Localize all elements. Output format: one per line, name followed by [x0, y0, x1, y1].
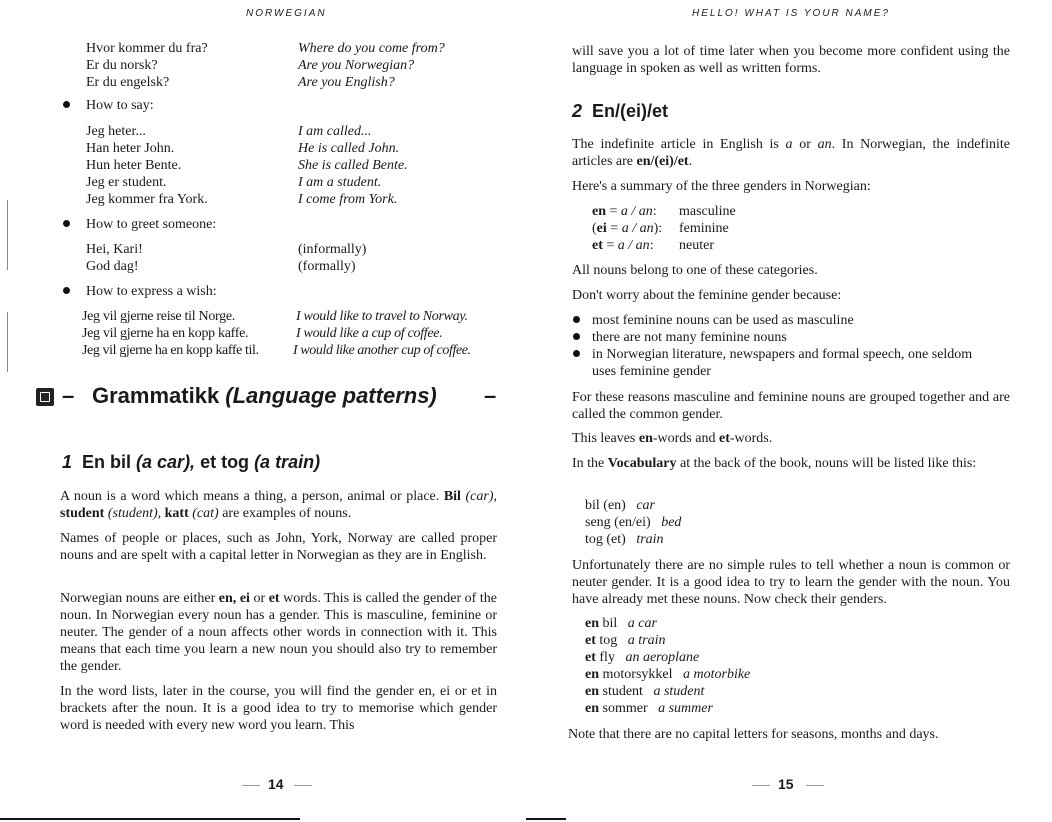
check-en: a motorbike — [683, 667, 751, 682]
bold-term: et — [268, 591, 280, 606]
subheading-italic: (a car), — [136, 452, 196, 472]
bold-term: Bil — [443, 489, 461, 504]
greet-en: (informally) — [298, 242, 367, 257]
section-heading-grammar — [36, 380, 506, 420]
subheading-text: et tog — [195, 452, 255, 472]
gender-label: masculine — [679, 204, 736, 219]
paragraph-word-lists: In the word lists, later in the course, you will find the gender en, ei or et in brackets after the noun. It is a good idea to try to memorise which gender word is needed with every new word you learn. This — [60, 684, 497, 733]
wish-no: Jeg vil gjerne reise til Norge. — [82, 309, 235, 324]
subheading-italic: (a train) — [254, 452, 321, 472]
say-en: He is called John. — [298, 141, 400, 156]
say-en: I come from York. — [298, 192, 398, 207]
say-en: I am called... — [298, 124, 372, 139]
subheading-number: 2 — [572, 101, 583, 121]
vocab-no: bil (en) — [585, 498, 626, 513]
say-no: Jeg heter... — [86, 124, 146, 139]
grammar-icon — [36, 388, 54, 406]
heading-dash: – — [62, 383, 75, 408]
wish-en: I would like to travel to Norway. — [296, 309, 468, 324]
paren: ) — [653, 221, 659, 236]
page-number: 15 — [778, 776, 794, 792]
greet-en: (formally) — [298, 259, 356, 274]
bold-term: student — [60, 506, 105, 521]
section-title-main: Grammatikk — [92, 383, 226, 408]
say-no: Han heter John. — [86, 141, 175, 156]
check-gender: et — [585, 633, 596, 648]
bold-term: en — [638, 431, 653, 446]
gender-row-et — [592, 237, 654, 254]
paren: ( — [592, 221, 597, 236]
equals: = — [602, 238, 618, 253]
margin-mark — [7, 312, 8, 372]
text: at the back of the book, nouns will be listed like this: — [676, 456, 977, 471]
page-edge — [526, 818, 566, 820]
page-number-rule — [294, 785, 312, 786]
vocab-en: train — [636, 532, 664, 547]
check-no: sommer — [602, 701, 648, 716]
text: or — [249, 591, 269, 606]
check-row — [585, 666, 750, 683]
text: are examples of nouns. — [218, 506, 352, 521]
italic-term: an — [817, 137, 832, 152]
italic-gloss: (cat) — [188, 506, 219, 521]
text: In the — [572, 456, 608, 471]
bullet-icon — [63, 220, 70, 227]
vocab-row — [585, 497, 655, 514]
page-number-rule — [242, 785, 260, 786]
wish-en: I would like another cup of coffee. — [293, 343, 471, 358]
check-row — [585, 683, 704, 700]
say-en: She is called Bente. — [298, 158, 408, 173]
equals: = — [606, 221, 622, 236]
colon: : — [658, 221, 663, 236]
greet-no: Hei, Kari! — [86, 242, 143, 257]
colon: : — [649, 238, 654, 253]
vocab-no: tog (et) — [585, 532, 626, 547]
subheading-text: En/(ei)/et — [592, 101, 669, 121]
say-no: Jeg er student. — [86, 175, 167, 190]
bullet-icon — [573, 333, 580, 340]
question-en: Are you Norwegian? — [298, 58, 415, 73]
vocab-row — [585, 514, 681, 531]
running-head-right: HELLO! WHAT IS YOUR NAME? — [692, 8, 890, 19]
check-row — [585, 632, 666, 649]
bullet-heading-say: How to say: — [86, 98, 154, 113]
text: -words. — [729, 431, 773, 446]
paragraph-noun-definition — [60, 488, 497, 522]
text: A noun is a word which means a thing, a person, animal or place. — [60, 489, 444, 504]
italic-gloss: (student), — [104, 506, 165, 521]
subheading-text: En bil — [82, 452, 137, 472]
wish-no: Jeg vil gjerne ha en kopp kaffe til. — [82, 343, 259, 358]
check-no: tog — [599, 633, 618, 648]
bold-term: en, ei — [218, 591, 250, 606]
text: This leaves — [572, 431, 639, 446]
text: Norwegian nouns are either — [60, 591, 219, 606]
paragraph-vocabulary — [572, 455, 1010, 472]
paragraph-continuation: will save you a lot of time later when you become more confident using the language in spoken as well as written forms. — [572, 44, 1010, 76]
margin-mark — [7, 200, 8, 270]
heading-dash: – — [484, 383, 497, 408]
right-page — [526, 0, 1052, 822]
check-no: fly — [599, 650, 615, 665]
question-en: Are you English? — [298, 75, 395, 90]
greet-no: God dag! — [86, 259, 139, 274]
bullet-icon — [63, 101, 70, 108]
bold-term: Vocabulary — [607, 456, 677, 471]
question-no: Er du engelsk? — [86, 75, 170, 90]
wish-en: I would like a cup of coffee. — [296, 326, 443, 341]
paragraph-indefinite-article — [572, 136, 1010, 170]
check-en: a train — [627, 633, 666, 648]
paragraph-gender — [60, 590, 497, 675]
text: The indefinite article in English is — [572, 137, 786, 152]
list-item: most feminine nouns can be used as masculine — [592, 313, 854, 328]
gender-row-en — [592, 203, 657, 220]
wish-no: Jeg vil gjerne ha en kopp kaffe. — [82, 326, 249, 341]
page-number: 14 — [268, 776, 284, 792]
article: en — [592, 204, 606, 219]
equals: = — [606, 204, 621, 219]
list-item: in Norwegian literature, newspapers and formal speech, one seldom uses feminine gender — [592, 347, 973, 379]
question-no: Er du norsk? — [86, 58, 158, 73]
subheading-number: 1 — [62, 452, 73, 472]
list-item: there are not many feminine nouns — [592, 330, 787, 345]
section-title — [92, 383, 437, 409]
gender-label: neuter — [679, 238, 714, 253]
italic-gloss: (car), — [460, 489, 497, 504]
check-no: student — [602, 684, 643, 699]
article: ei — [596, 221, 607, 236]
vocab-en: bed — [661, 515, 682, 530]
paragraph-no-rules: Unfortunately there are no simple rules to tell whether a noun is common or neuter gender. It is a good idea to try to learn the gender with the noun. You have already met these nouns. Now check their genders. — [572, 558, 1010, 607]
text: . In Norwegian, the indefinite articles are — [572, 137, 1010, 169]
bullet-icon — [573, 316, 580, 323]
text: . — [688, 154, 693, 169]
colon: : — [652, 204, 657, 219]
gender-row-ei — [592, 220, 662, 237]
question-en: Where do you come from? — [298, 41, 445, 56]
page-number-rule — [806, 785, 824, 786]
english-article: a / an — [617, 238, 650, 253]
check-en: a student — [653, 684, 705, 699]
paragraph-proper-nouns: Names of people or places, such as John, York, Norway are called proper nouns and are spelt with a capital letter in Norwegian as they are in English. — [60, 531, 497, 563]
check-gender: en — [585, 667, 599, 682]
english-article: a / an — [620, 204, 653, 219]
paragraph-summary: Here's a summary of the three genders in Norwegian: — [572, 179, 871, 194]
subheading-2 — [572, 101, 668, 122]
bold-term: katt — [164, 506, 189, 521]
check-row — [585, 649, 699, 666]
check-gender: en — [585, 701, 599, 716]
article: et — [592, 238, 603, 253]
running-head-left: NORWEGIAN — [246, 8, 327, 19]
bold-term: en/(ei)/et — [636, 154, 689, 169]
page-edge — [0, 818, 300, 820]
paragraph-categories: All nouns belong to one of these categories. — [572, 263, 818, 278]
say-no: Hun heter Bente. — [86, 158, 182, 173]
check-no: motorsykkel — [602, 667, 673, 682]
vocab-no: seng (en/ei) — [585, 515, 651, 530]
check-row — [585, 615, 657, 632]
question-no: Hvor kommer du fra? — [86, 41, 208, 56]
text: -words and — [652, 431, 719, 446]
text: or — [792, 137, 818, 152]
check-gender: et — [585, 650, 596, 665]
text: words. This is called the gender of the noun. In Norwegian every noun has a gender. This is masculine, feminine or neuter. The gender of a noun affects other words in connection with it. This means that each time you learn a new noun you should also try to remember the gender. — [60, 591, 497, 674]
subheading-1 — [62, 452, 320, 473]
check-row — [585, 700, 713, 717]
paragraph-common-gender: For these reasons masculine and feminine nouns are grouped together and are called the common gender. — [572, 390, 1010, 422]
say-en: I am a student. — [298, 175, 382, 190]
check-en: a summer — [658, 701, 713, 716]
paragraph-dont-worry: Don't worry about the feminine gender because: — [572, 288, 842, 303]
english-article: a / an — [621, 221, 654, 236]
section-title-italic: (Language patterns) — [225, 383, 437, 408]
page-number-rule — [752, 785, 770, 786]
paragraph-capital-letters: Note that there are no capital letters for seasons, months and days. — [568, 727, 939, 742]
vocab-en: car — [636, 498, 655, 513]
check-gender: en — [585, 684, 599, 699]
check-no: bil — [602, 616, 618, 631]
vocab-row — [585, 531, 664, 548]
bullet-icon — [573, 350, 580, 357]
bullet-heading-wish: How to express a wish: — [86, 284, 217, 299]
bullet-heading-greet: How to greet someone: — [86, 217, 217, 232]
check-gender: en — [585, 616, 599, 631]
check-en: an aeroplane — [625, 650, 700, 665]
check-en: a car — [627, 616, 657, 631]
italic-term: a — [785, 137, 793, 152]
gender-label: feminine — [679, 221, 729, 236]
bold-term: et — [718, 431, 730, 446]
say-no: Jeg kommer fra York. — [86, 192, 208, 207]
paragraph-en-et-words — [572, 430, 1010, 447]
bullet-icon — [63, 287, 70, 294]
